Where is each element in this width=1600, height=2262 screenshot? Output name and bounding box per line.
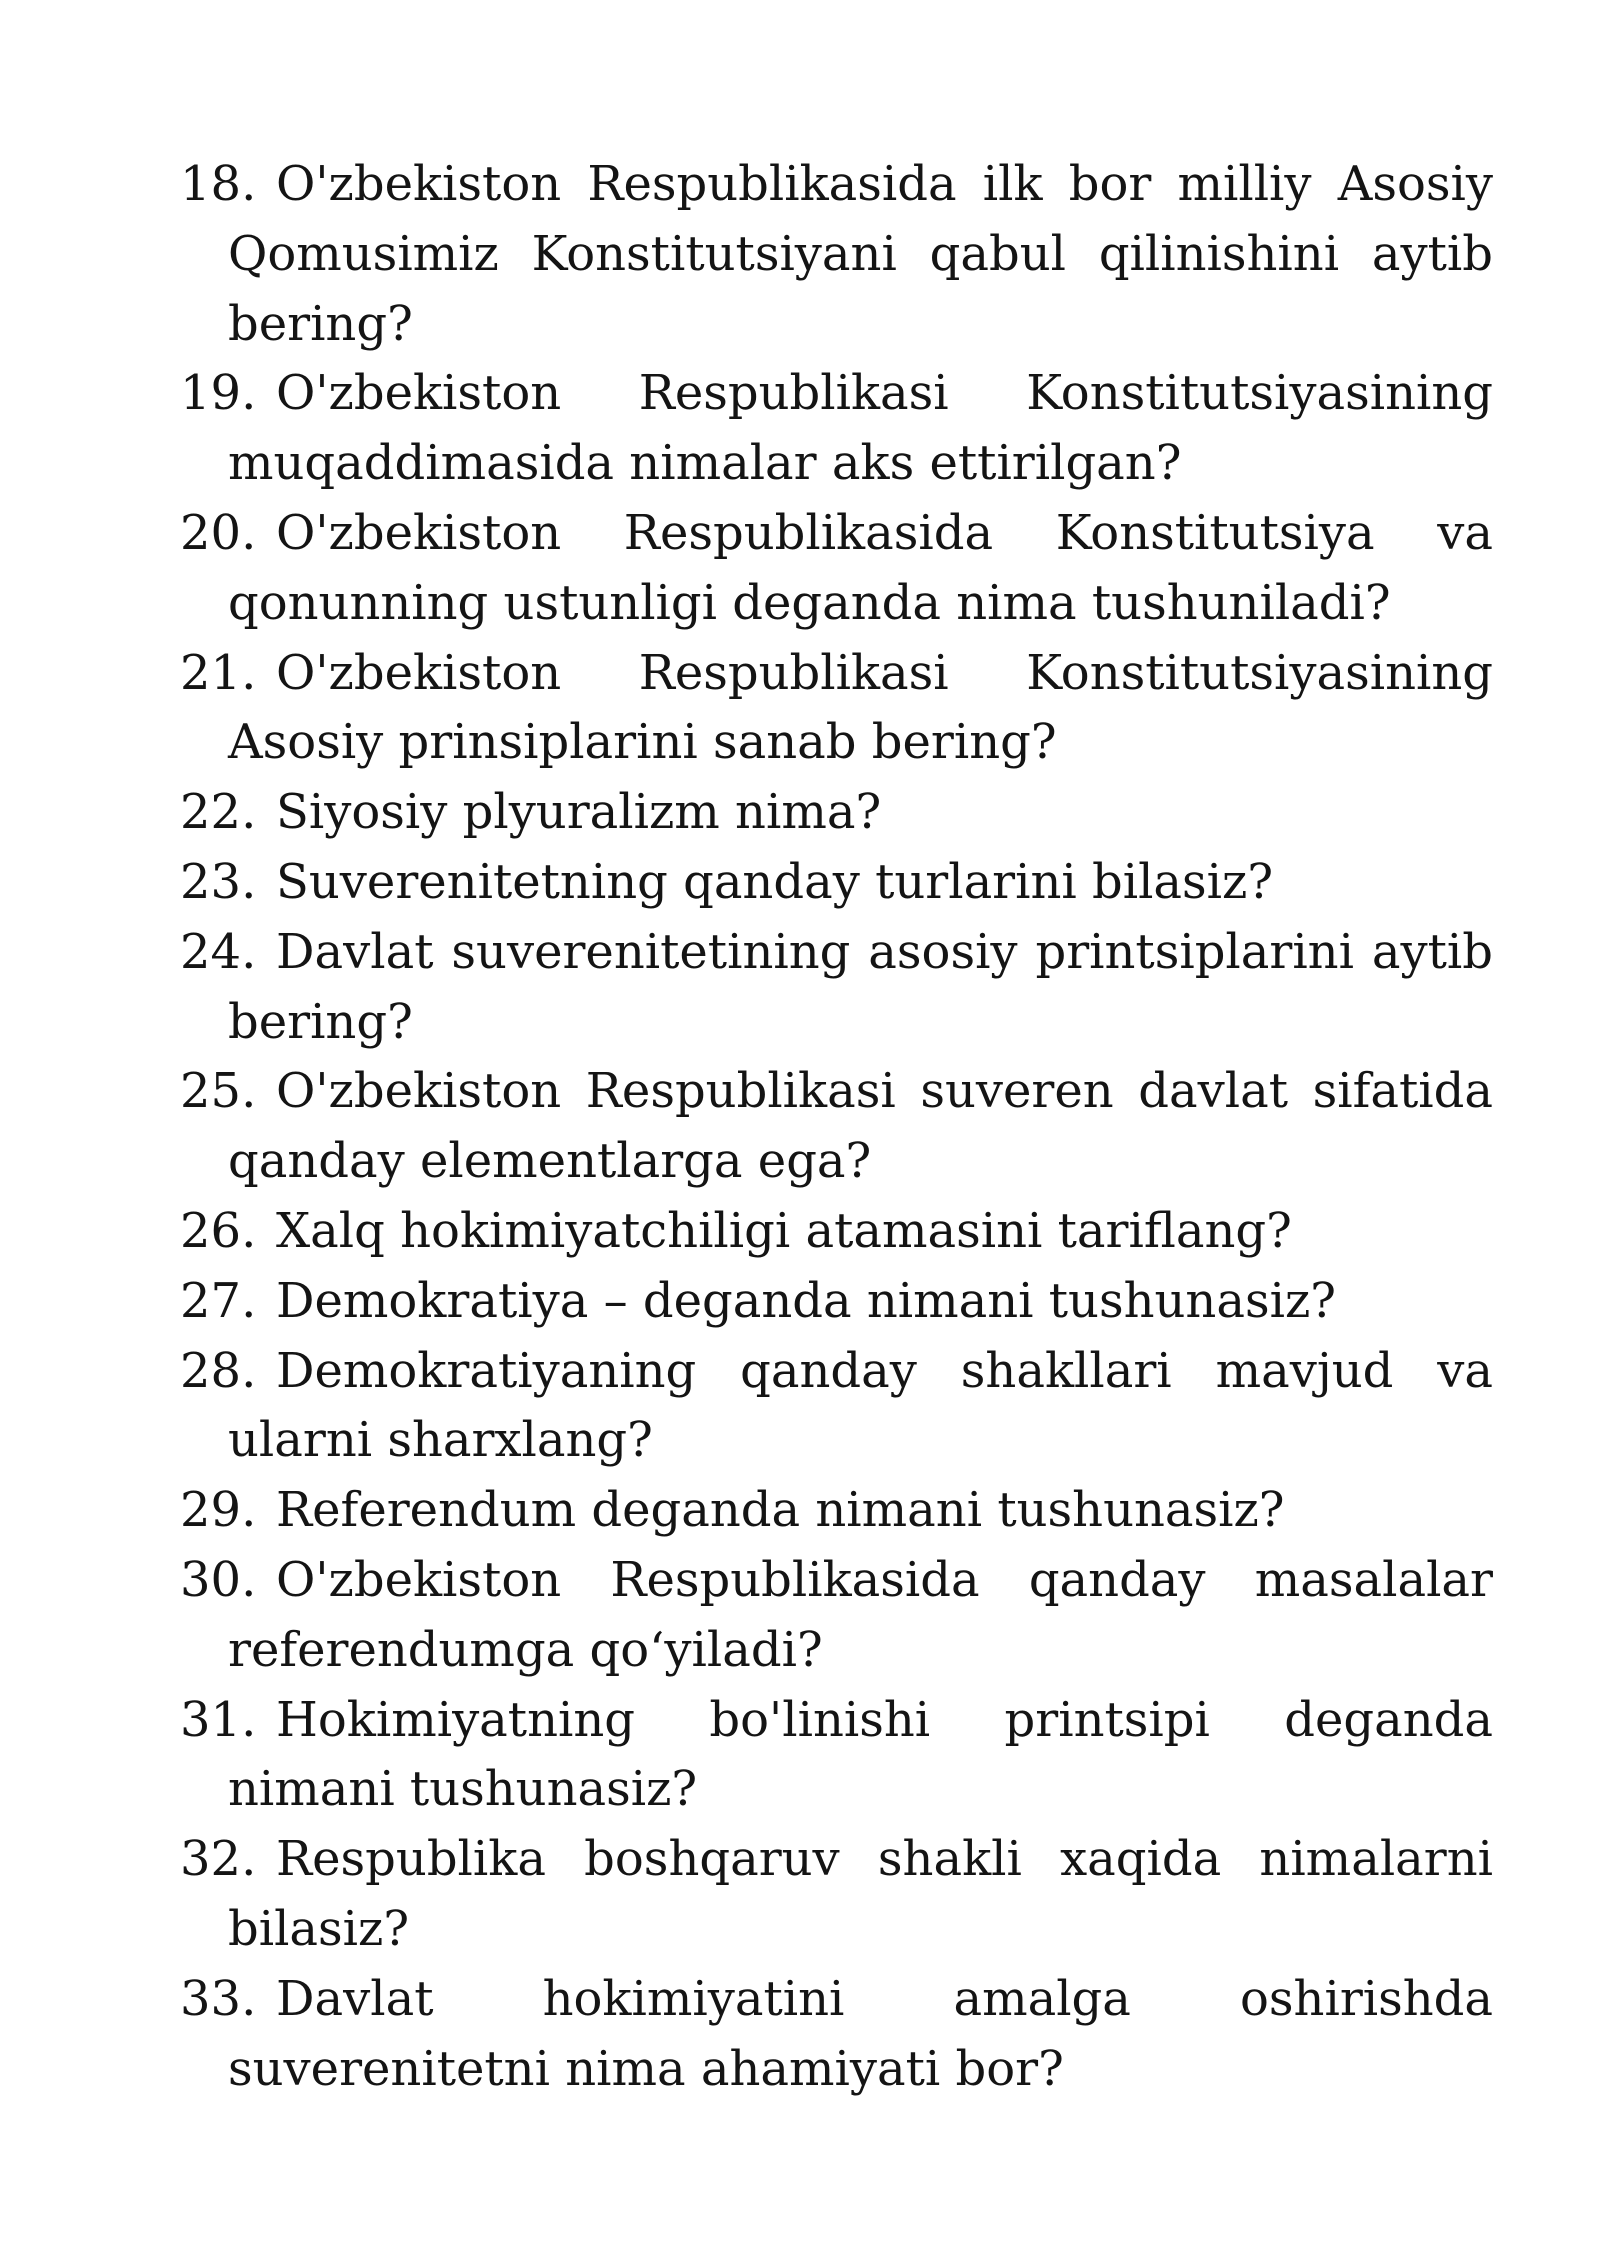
question-text: O'zbekiston Respublikasi Konstitutsiyasining muqaddimasida nimalar aks ettirilgan? xyxy=(228,365,1493,492)
question-number: 20. xyxy=(180,504,257,561)
question-text: Suverenitetning qanday turlarini bilasiz? xyxy=(276,853,1274,910)
question-text: Demokratiya – deganda nimani tushunasiz? xyxy=(276,1272,1336,1329)
question-item xyxy=(180,150,1493,359)
question-text: O'zbekiston Respublikasida Konstitutsiya va qonunning ustunligi deganda nima tushuniladi? xyxy=(228,504,1493,631)
question-item xyxy=(180,1057,1493,1197)
question-item xyxy=(180,1825,1493,1965)
question-text: O'zbekiston Respublikasida qanday masalalar referendumga qo‘yiladi? xyxy=(228,1551,1493,1678)
question-number: 22. xyxy=(180,784,257,841)
question-number: 28. xyxy=(180,1342,257,1399)
question-item xyxy=(180,1337,1493,1477)
question-text: Hokimiyatning bo'linishi printsipi deganda nimani tushunasiz? xyxy=(228,1691,1493,1818)
question-text: Referendum deganda nimani tushunasiz? xyxy=(276,1482,1285,1539)
question-number: 19. xyxy=(180,365,257,422)
question-text: Respublika boshqaruv shakli xaqida nimalarni bilasiz? xyxy=(228,1831,1493,1957)
question-number: 27. xyxy=(180,1272,257,1329)
question-item xyxy=(180,1476,1493,1546)
question-item xyxy=(180,1686,1493,1826)
question-text: O'zbekiston Respublikasi suveren davlat sifatida qanday elementlarga ega? xyxy=(228,1063,1493,1190)
question-item xyxy=(180,499,1493,639)
question-text: Davlat suverenitetining asosiy printsiplarini aytib bering? xyxy=(228,923,1493,1050)
question-text: O'zbekiston Respublikasi Konstitutsiyasining Asosiy prinsiplarini sanab bering? xyxy=(228,644,1493,771)
question-text: Davlat hokimiyatini amalga oshirishda suverenitetni nima ahamiyati bor? xyxy=(228,1970,1493,2097)
question-number: 21. xyxy=(180,644,257,701)
question-text: Xalq hokimiyatchiligi atamasini tariflang? xyxy=(276,1202,1292,1259)
question-number: 25. xyxy=(180,1063,257,1120)
question-item xyxy=(180,1965,1493,2105)
question-list xyxy=(180,150,1493,2104)
question-number: 31. xyxy=(180,1691,257,1748)
question-item xyxy=(180,918,1493,1058)
question-item xyxy=(180,639,1493,779)
question-number: 32. xyxy=(180,1831,257,1888)
question-number: 18. xyxy=(180,156,257,212)
question-item xyxy=(180,1197,1493,1267)
question-item xyxy=(180,778,1493,848)
question-item xyxy=(180,848,1493,918)
question-text: Siyosiy plyuralizm nima? xyxy=(276,784,882,841)
question-number: 24. xyxy=(180,923,257,980)
question-number: 30. xyxy=(180,1551,257,1608)
question-item xyxy=(180,1546,1493,1686)
question-number: 23. xyxy=(180,853,257,910)
question-number: 33. xyxy=(180,1970,257,2027)
question-item xyxy=(180,359,1493,499)
question-item xyxy=(180,1267,1493,1337)
question-number: 26. xyxy=(180,1202,257,1259)
question-text: O'zbekiston Respublikasida ilk bor milliy Asosiy Qomusimiz Konstitutsiyani qabul qilinishini aytib bering? xyxy=(228,156,1493,352)
question-number: 29. xyxy=(180,1482,257,1539)
question-text: Demokratiyaning qanday shakllari mavjud va ularni sharxlang? xyxy=(228,1342,1493,1469)
